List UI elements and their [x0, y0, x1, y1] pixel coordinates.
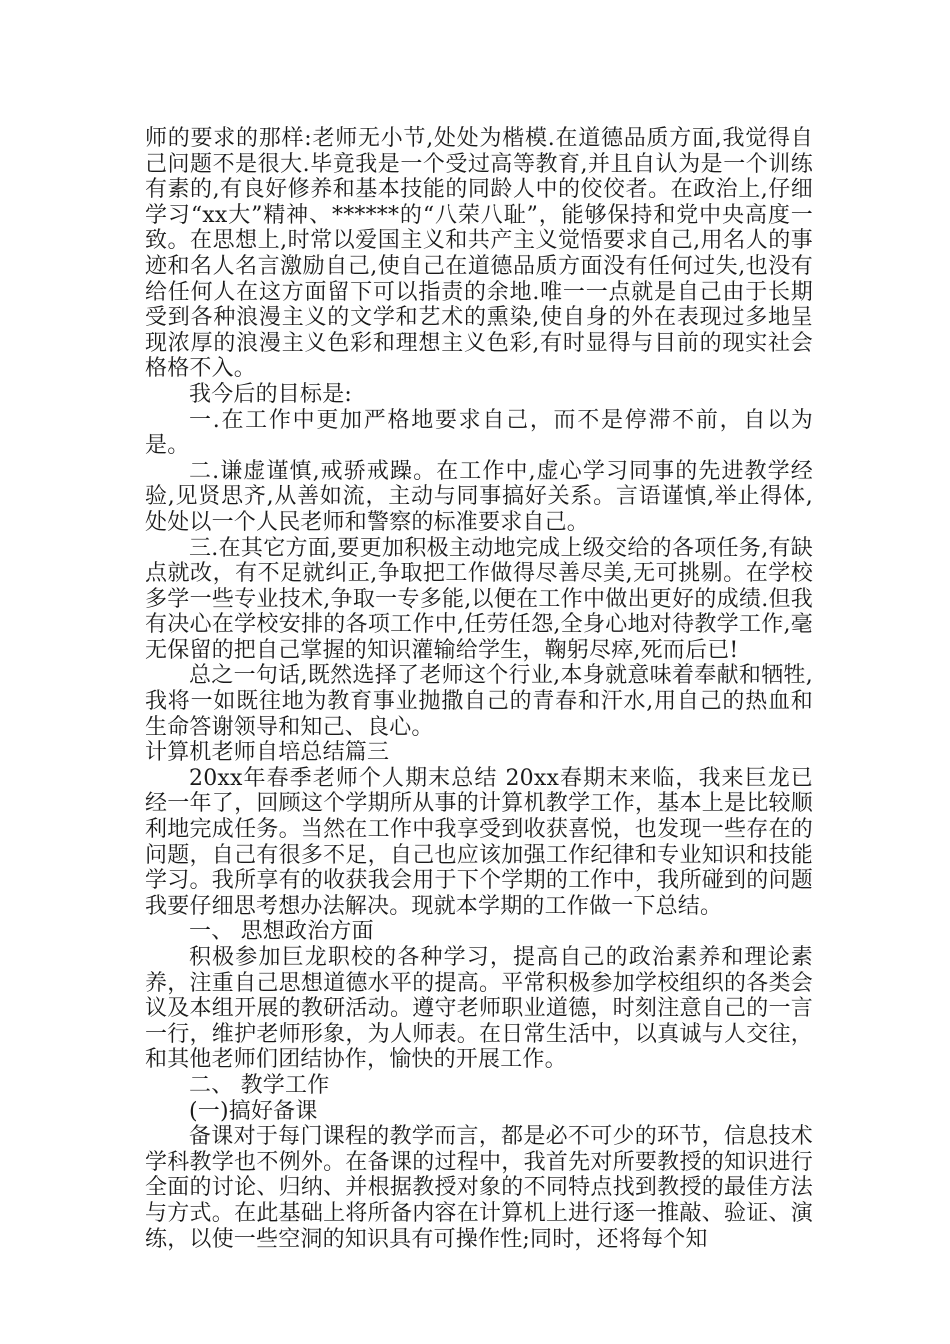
subheading-teaching: 二、 教学工作	[189, 1072, 330, 1098]
paragraph-continuation: 师的要求的那样:老师无小节,处处为楷模.在道德品质方面,我觉得自己问题不是很大.毕竟我是一个受过高等教育,并且自认为是一个训练有素的,有良好修养和基本技能的同龄人中的佼佼者。在政治上,仔细学习“xx大”精神、******的“八荣八耻”，能够保持和党中央高度一致。在思想上,时常以爱国主义和共产主义觉悟要求自己,用名人的事迹和名人名言激励自己,使自己在道德品质方面没有任何过失,也没有给任何人在这方面留下可以指责的余地.唯一一点就是自己由于长期受到各种浪漫主义的文学和艺术的熏染,使自身的外在表现过多地呈现浓厚的浪漫主义色彩和理想主义色彩,有时显得与目前的现实社会格格不入。	[145, 126, 813, 382]
subheading-ideology: 一、 思想政治方面	[189, 919, 374, 945]
paragraph-goals-intro: 我今后的目标是:	[189, 381, 353, 407]
section-heading: 计算机老师自培总结篇三	[145, 740, 390, 766]
paragraph-goal-one: 一.在工作中更加严格地要求自己，而不是停滞不前，自以为是。	[145, 407, 813, 459]
paragraph-ideology: 积极参加巨龙职校的各种学习，提高自己的政治素养和理论素养，注重自己思想道德水平的提高。平常积极参加学校组织的各类会议及本组开展的教研活动。遵守老师职业道德，时刻注意自己的一言一行，维护老师形象，为人师表。在日常生活中，以真诚与人交往，和其他老师们团结协作，愉快的开展工作。	[145, 945, 813, 1073]
paragraph-conclusion: 总之一句话,既然选择了老师这个行业,本身就意味着奉献和牺牲,我将一如既往地为教育事业抛撒自己的青春和汗水,用自己的热血和生命答谢领导和知己、良心。	[145, 663, 813, 740]
paragraph-lesson-prep: 备课对于每门课程的教学而言，都是必不可少的环节，信息技术学科教学也不例外。在备课的过程中，我首先对所要教授的知识进行全面的讨论、归纳、并根据教授对象的不同特点找到教授的最佳方法与方式。在此基础上将所备内容在计算机上进行逐一推敲、验证、演练，以使一些空洞的知识具有可操作性;同时，还将每个知	[145, 1124, 813, 1252]
subheading-lesson-prep: (一)搞好备课	[189, 1098, 318, 1124]
paragraph-goal-two: 二.谦虚谨慎,戒骄戒躁。在工作中,虚心学习同事的先进教学经验,见贤思齐,从善如流，主动与同事搞好关系。言语谨慎,举止得体,处处以一个人民老师和警察的标准要求自己。	[145, 458, 813, 535]
paragraph-goal-three: 三.在其它方面,要更加积极主动地完成上级交给的各项任务,有缺点就改，有不足就纠正,争取把工作做得尽善尽美,无可挑剔。在学校多学一些专业技术,争取一专多能,以便在工作中做出更好的成绩.但我有决心在学校安排的各项工作中,任劳任怨,全身心地对待教学工作,毫无保留的把自己掌握的知识灌输给学生，鞠躬尽瘁,死而后已!	[145, 535, 813, 663]
paragraph-summary-intro: 20xx年春季老师个人期末总结 20xx春期末来临，我来巨龙已经一年了，回顾这个学期所从事的计算机教学工作，基本上是比较顺利地完成任务。当然在工作中我享受到收获喜悦，也发现一些存在的问题，自己有很多不足，自己也应该加强工作纪律和专业知识和技能学习。我所享有的收获我会用于下个学期的工作中，我所碰到的问题我要仔细思考想办法解决。现就本学期的工作做一下总结。	[145, 765, 813, 919]
document-page	[145, 126, 813, 1252]
